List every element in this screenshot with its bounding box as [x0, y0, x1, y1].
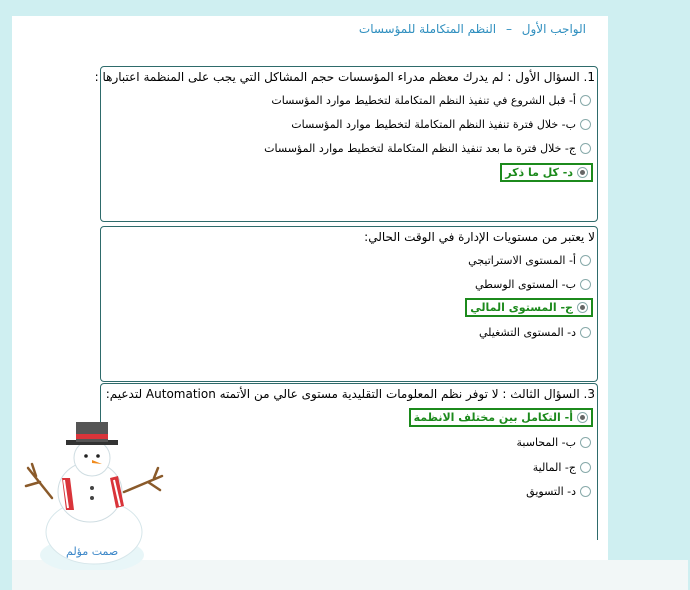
option-2c[interactable]: [465, 298, 593, 317]
radio-icon[interactable]: [580, 255, 591, 266]
page-title: [359, 22, 586, 36]
option-1b[interactable]: [291, 118, 591, 131]
option-label: أ- المستوى الاستراتيجي: [468, 254, 576, 267]
option-label: ج- المالية: [532, 461, 576, 474]
option-label: د- كل ما ذكر: [505, 166, 573, 179]
question-number-3: 3.: [583, 387, 595, 401]
option-3c[interactable]: [533, 461, 591, 474]
question-number-1: 1.: [583, 70, 595, 84]
title-separator: –: [505, 22, 512, 36]
option-1d[interactable]: [500, 163, 593, 182]
radio-selected-icon[interactable]: [577, 167, 588, 178]
radio-icon[interactable]: [580, 486, 591, 497]
option-label: ب- المحاسبة: [516, 436, 576, 449]
option-label: د- التسويق: [526, 485, 576, 498]
option-label: ج- المستوى المالي: [470, 301, 573, 314]
radio-icon[interactable]: [580, 462, 591, 473]
option-2b[interactable]: [475, 278, 591, 291]
option-label: ب- خلال فترة تنفيذ النظم المتكاملة لتخطيط موارد المؤسسات: [291, 118, 576, 131]
title-main: الواجب الأول: [521, 22, 586, 36]
question-box-1: [94, 66, 598, 222]
radio-icon[interactable]: [580, 95, 591, 106]
option-label: ج- خلال فترة ما بعد تنفيذ النظم المتكاملة لتخطيط موارد المؤسسات: [264, 142, 576, 155]
radio-icon[interactable]: [580, 327, 591, 338]
option-label: أ- قبل الشروع في تنفيذ النظم المتكاملة لتخطيط موارد المؤسسات: [271, 94, 576, 107]
title-sub: النظم المتكاملة للمؤسسات: [358, 22, 497, 36]
option-2a[interactable]: [468, 254, 591, 267]
option-label: د- المستوى التشغيلي: [478, 326, 576, 339]
question-box-2: [100, 226, 598, 382]
option-3b[interactable]: [517, 436, 591, 449]
question-text-3: 3. السؤال الثالث : لا توفر نظم المعلومات التقليدية مستوى عالي من الأتمته Automation لتدعيم:: [105, 387, 595, 401]
option-1c[interactable]: [264, 142, 591, 155]
radio-icon[interactable]: [580, 119, 591, 130]
option-1a[interactable]: [271, 94, 591, 107]
snowman-caption: صمت مؤلم: [66, 545, 119, 558]
radio-icon[interactable]: [580, 279, 591, 290]
option-3d[interactable]: [526, 485, 591, 498]
radio-selected-icon[interactable]: [577, 302, 588, 313]
radio-icon[interactable]: [580, 143, 591, 154]
question-text-2: لا يعتبر من مستويات الإدارة في الوقت الحالي:: [364, 230, 595, 244]
option-label: ب- المستوى الوسطي: [474, 278, 576, 291]
option-3a[interactable]: [409, 408, 593, 427]
radio-icon[interactable]: [580, 437, 591, 448]
option-2d[interactable]: [479, 326, 591, 339]
option-label: أ- التكامل بين مختلف الانظمة: [413, 411, 573, 424]
question-text-1: 1. السؤال الأول : لم يدرك معظم مدراء المؤسسات حجم المشاكل التي يجب على المنظمة اعتبارها :: [94, 70, 595, 84]
radio-selected-icon[interactable]: [577, 412, 588, 423]
